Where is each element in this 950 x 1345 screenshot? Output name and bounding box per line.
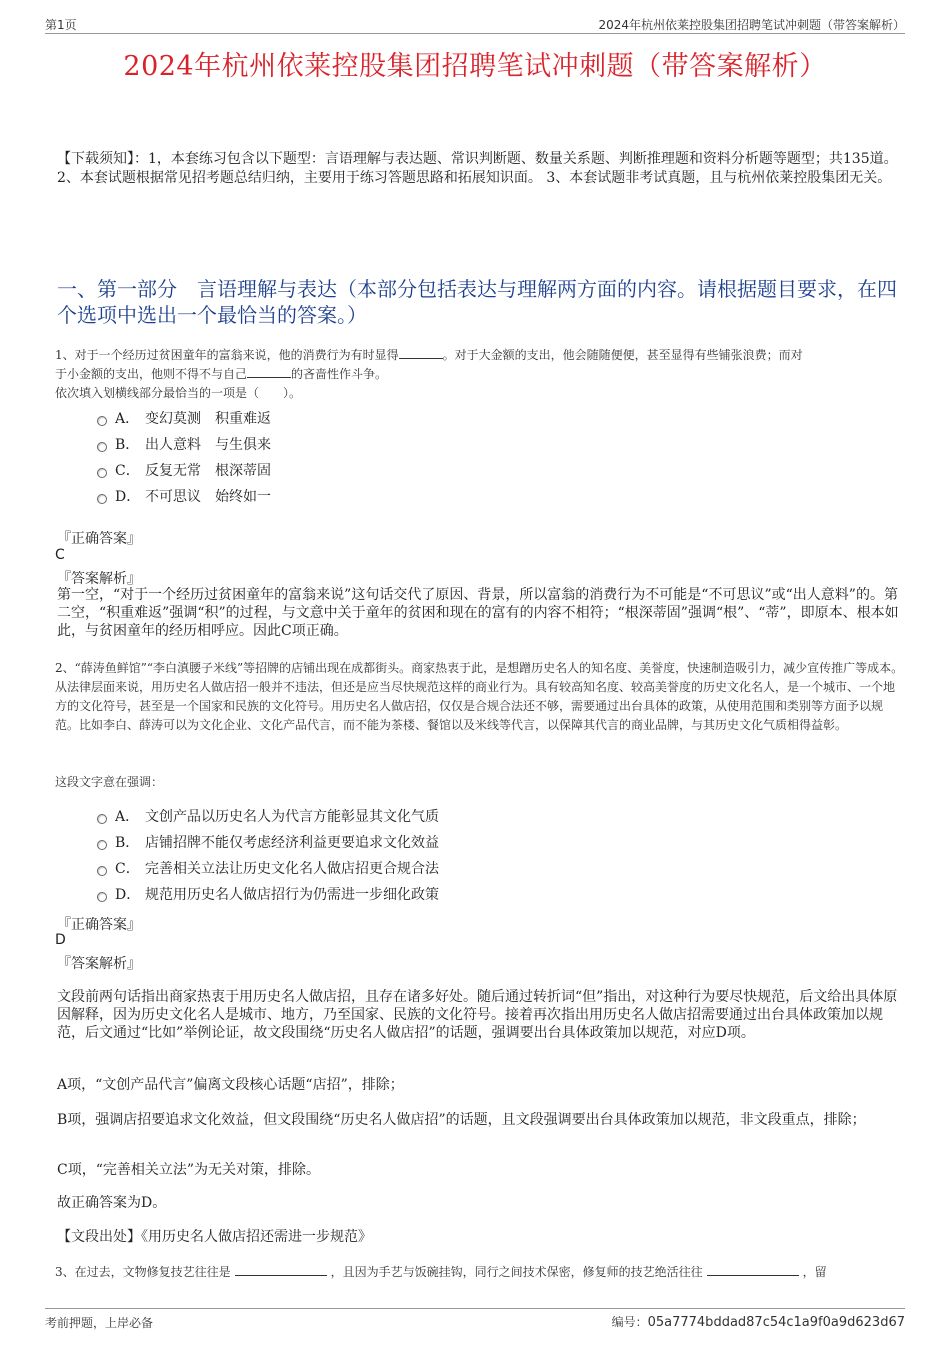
q1-option-c[interactable] (97, 461, 271, 481)
radio-icon[interactable] (97, 442, 107, 452)
option-label: A． (115, 809, 140, 825)
q2-conclusion: 故正确答案为D。 (57, 1195, 167, 1211)
q3-blank-2 (707, 1263, 799, 1276)
document-title: 2024年杭州依莱控股集团招聘笔试冲刺题（带答案解析） (123, 51, 827, 82)
option-text: 反复无常 根深蒂固 (145, 463, 271, 479)
option-text: 出人意料 与生俱来 (145, 437, 271, 453)
page-number: 第1页 (45, 18, 77, 32)
radio-icon[interactable] (97, 416, 107, 426)
question-2-text: 2、“薛涛鱼鲜馆”“李白滇腰子米线”等招牌的店铺出现在成都街头。商家热衷于此，是想蹭历史名人的知名度、美誉度，快速制造吸引力，减少宣传推广等成本。从法律层面来说，用历史名人做店招一般并不违法，但还是应当尽快规范这样的商业行为。具有较高知名度、较高美誉度的历史文化名人，是一个城市、一个地方的文化符号，甚至是一个国家和民族的文化符号。用历史名人做店招，仅仅是合规合法还不够，需要通过出台具体的政策，从使用范围和类别等方面予以规范。比如李白、薛涛可以为文化企业、文化产品代言，而不能为茶楼、餐馆以及米线等代言，以保障其代言的商业品牌，与其历史文化气质相得益彰。 (55, 661, 904, 732)
radio-icon[interactable] (97, 840, 107, 850)
q2-answer: D (55, 932, 66, 948)
question-1-text (55, 346, 905, 403)
option-label: D． (115, 887, 141, 903)
q1-line1b: 。对于大金额的支出，他会随随便便，甚至显得有些铺张浪费；而对 (442, 348, 803, 362)
q2-option-b[interactable] (97, 833, 439, 853)
q2-option-d[interactable] (97, 885, 439, 905)
q1-line1a: 1、对于一个经历过贫困童年的富翁来说，他的消费行为有时显得 (55, 348, 399, 362)
option-text: 变幻莫测 积重难返 (145, 411, 271, 427)
q1-blank-2 (247, 365, 291, 378)
q2-analysis-label: 『答案解析』 (57, 956, 141, 972)
q1-analysis: 第一空，“对于一个经历过贫困童年的富翁来说”这句话交代了原因、背景，所以富翁的消费行为不可能是“不可思议”或“出人意料”的。第二空，“积重难返”强调“积”的过程，与文意中关于童年的贫困和现在的富有的内容不相符；“根深蒂固”强调“根”、“蒂”，即原本、根本如此，与贫困童年的经历相呼应。因此C项正确。 (57, 587, 899, 639)
option-text: 文创产品以历史名人为代言方能彰显其文化气质 (145, 809, 439, 825)
section-heading: 一、第一部分 言语理解与表达（本部分包括表达与理解两方面的内容。请根据题目要求，在四个选项中选出一个最恰当的答案。） (57, 277, 897, 327)
footer-code-label: 编号： (611, 1315, 648, 1329)
q2-point-b: B项，强调店招要追求文化效益，但文段围绕“历史名人做店招”的话题，且文段强调要出台具体政策加以规范，非文段重点，排除； (57, 1112, 866, 1128)
footer-slogan: 考前押题，上岸必备 (45, 1316, 154, 1330)
q2-answer-label: 『正确答案』 (57, 917, 141, 933)
radio-icon[interactable] (97, 494, 107, 504)
option-label: C． (115, 861, 140, 877)
q2-point-c: C项，“完善相关立法”为无关对策，排除。 (57, 1162, 321, 1178)
q2-point-a: A项，“文创产品代言”偏离文段核心话题“店招”，排除； (57, 1077, 404, 1093)
q3-part2: ，且因为手艺与饭碗挂钩，同行之间技术保密，修复师的技艺绝活往往 (330, 1265, 703, 1279)
q1-analysis-label: 『答案解析』 (57, 571, 141, 587)
option-label: B． (115, 835, 140, 851)
q1-answer-label: 『正确答案』 (57, 531, 141, 547)
download-notice: 【下载须知】：1，本套练习包含以下题型：言语理解与表达题、常识判断题、数量关系题、判断推理题和资料分析题等题型；共135道。 2、本套试题根据常见招考题总结归纳，主要用于练习答题思路和拓展知识面。 3、本套试题非考试真题，且与杭州依莱控股集团无关。 (57, 151, 898, 186)
option-text: 完善相关立法让历史文化名人做店招更合规合法 (145, 861, 439, 877)
q1-blank-1 (399, 346, 443, 359)
radio-icon[interactable] (97, 866, 107, 876)
option-text: 店铺招牌不能仅考虑经济利益更要追求文化效益 (145, 835, 439, 851)
option-label: D． (115, 489, 141, 505)
option-label: C． (115, 463, 140, 479)
q1-instruction: 依次填入划横线部分最恰当的一项是（ ）。 (55, 386, 302, 400)
q1-option-d[interactable] (97, 487, 271, 507)
q2-analysis: 文段前两句话指出商家热衷于用历史名人做店招，且存在诸多好处。随后通过转折词“但”指出，对这种行为要尽快规范，后文给出具体原因解释，因为历史文化名人是城市、地方，乃至国家、民族的文化符号。接着再次指出用历史名人做店招需要通过出台具体政策加以规范，后文通过“比如”举例论证，故文段围绕“历史名人做店招”的话题，强调要出台具体政策加以规范，对应D项。 (57, 989, 898, 1041)
option-label: A． (115, 411, 140, 427)
radio-icon[interactable] (97, 814, 107, 824)
q3-part1: 3、在过去，文物修复技艺往往是 (55, 1265, 231, 1279)
q3-part3: ，留 (802, 1265, 827, 1279)
q2-option-a[interactable] (97, 807, 439, 827)
radio-icon[interactable] (97, 892, 107, 902)
q2-option-c[interactable] (97, 859, 439, 879)
q1-answer: C (55, 547, 65, 563)
header-doc-title: 2024年杭州依莱控股集团招聘笔试冲刺题（带答案解析） (598, 18, 905, 32)
option-text: 规范用历史名人做店招行为仍需进一步细化政策 (145, 887, 439, 903)
footer-code-value: 05a7774bddad87c54c1a9f0a9d623d67 (647, 1315, 905, 1330)
q2-source-label: 【文段出处】 (57, 1229, 141, 1245)
option-label: B． (115, 437, 140, 453)
q1-line2a: 于小金额的支出，他则不得不与自己 (55, 367, 248, 381)
q3-blank-1 (235, 1263, 327, 1276)
question-2-prompt: 这段文字意在强调： (55, 775, 164, 789)
q2-source (57, 1228, 903, 1246)
option-text: 不可思议 始终如一 (145, 489, 271, 505)
radio-icon[interactable] (97, 468, 107, 478)
q1-line2b: 的吝啬性作斗争。 (291, 367, 388, 381)
footer-code (612, 1313, 905, 1330)
question-3-text (55, 1263, 905, 1282)
footer-divider (45, 1308, 905, 1309)
q1-option-b[interactable] (97, 435, 271, 455)
header-divider (45, 33, 905, 34)
q2-source-title: 《用历史名人做店招还需进一步规范》 (141, 1229, 372, 1245)
q1-option-a[interactable] (97, 409, 271, 429)
